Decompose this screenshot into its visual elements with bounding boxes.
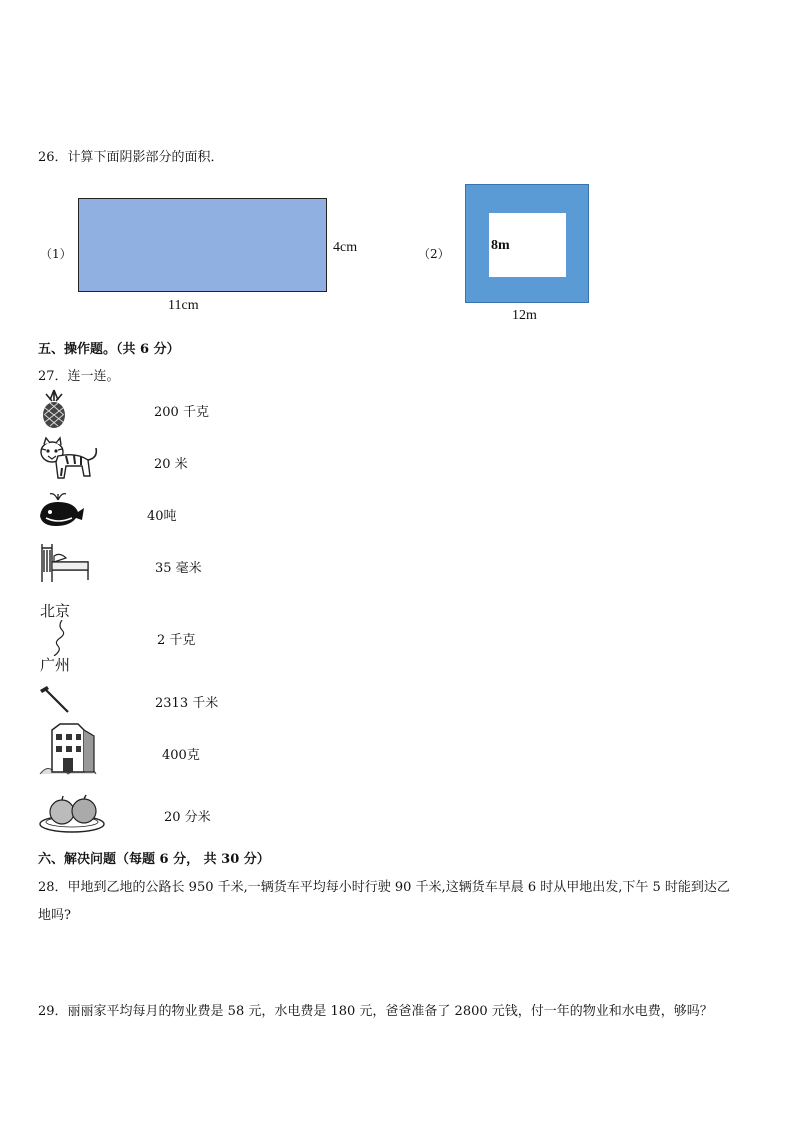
section6-title: 六、解决问题（每题 6 分， 共 30 分）: [38, 852, 270, 867]
unit-label-5: 2 千克: [157, 633, 196, 648]
nail-icon: [38, 684, 72, 714]
bed-icon: [38, 540, 92, 586]
map-route-icon: [40, 620, 80, 656]
q26-prompt: 26．计算下面阴影部分的面积．: [38, 150, 224, 165]
fig1-shaded-rectangle: [78, 198, 327, 292]
whale-icon: [36, 490, 86, 530]
fig2-outer-square: [465, 184, 589, 303]
q27-prompt: 27．连一连。: [38, 369, 120, 384]
fruit-plate-icon: [38, 792, 108, 834]
tiger-icon: [36, 436, 102, 484]
q29-text: 29．丽丽家平均每月的物业费是 58 元，水电费是 180 元，爸爸准备了 2800 元钱，付一年的物业和水电费，够吗？: [38, 1004, 713, 1019]
pineapple-icon: [36, 388, 72, 430]
q28-line2: 地吗?: [38, 908, 71, 923]
fig1-width-label: 11cm: [168, 298, 199, 313]
unit-label-8: 20 分米: [164, 810, 211, 825]
fig2-label: （2）: [418, 247, 450, 261]
building-icon: [38, 722, 98, 778]
unit-label-4: 35 毫米: [155, 561, 202, 576]
unit-label-6: 2313 千米: [155, 696, 219, 711]
fig1-height-label: 4cm: [333, 240, 358, 255]
fig2-outer-label: 12m: [512, 308, 537, 323]
fig2-inner-label: 8m: [491, 238, 510, 253]
map-city-beijing: 北京: [40, 602, 71, 620]
unit-label-1: 200 千克: [154, 405, 209, 420]
unit-label-7: 400克: [162, 748, 200, 763]
fig1-label: （1）: [40, 247, 72, 261]
q28-line1: 28．甲地到乙地的公路长 950 千米,一辆货车平均每小时行驶 90 千米,这辆货车早晨 6 时从甲地出发,下午 5 时能到达乙: [38, 880, 730, 895]
unit-label-2: 20 米: [154, 457, 188, 472]
section5-title: 五、操作题。（共 6 分）: [38, 342, 180, 357]
unit-label-3: 40吨: [147, 509, 177, 524]
map-city-guangzhou: 广州: [40, 656, 71, 674]
